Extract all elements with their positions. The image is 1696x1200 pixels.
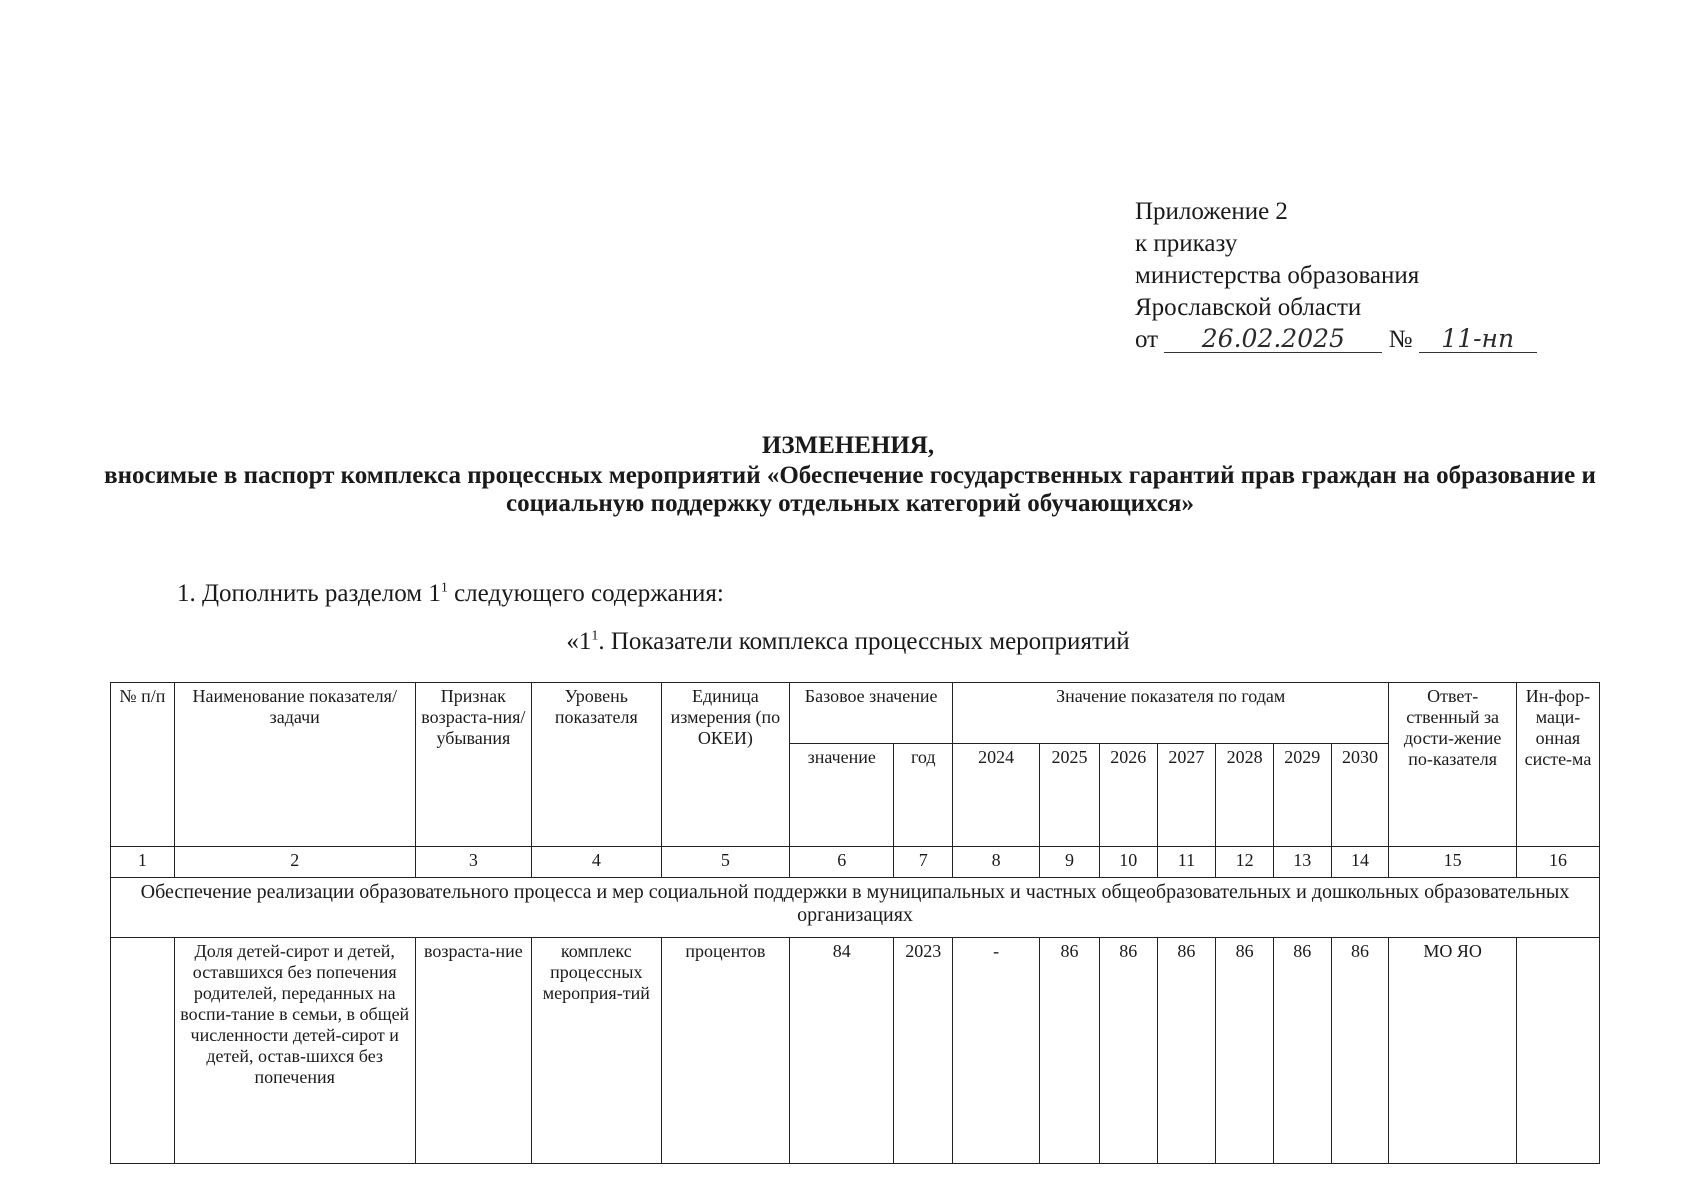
number-label: №	[1388, 326, 1413, 353]
header-row-1	[111, 683, 1600, 744]
column-number: 5	[661, 846, 790, 877]
cell-unit: процентов	[661, 938, 790, 1164]
appendix-block	[1135, 196, 1537, 356]
appendix-line-2: к приказу	[1135, 230, 1238, 257]
header-base: Базовое значение	[790, 683, 953, 744]
cell-responsible: МО ЯО	[1389, 938, 1517, 1164]
column-number: 6	[790, 846, 894, 877]
column-number: 13	[1273, 846, 1331, 877]
header-level: Уровень показателя	[532, 683, 662, 847]
document-subtitle: вносимые в паспорт комплекса процессных мероприятий «Обеспечение государственных гарантий прав граждан на образование и социальную поддержку отдельных категорий обучающихся»	[104, 462, 1596, 517]
caption-suffix: . Показатели комплекса процессных мероприятий	[598, 628, 1130, 655]
handwritten-number: 11-нп	[1419, 326, 1537, 353]
column-number: 9	[1040, 846, 1100, 877]
column-number: 14	[1331, 846, 1389, 877]
from-label: от	[1135, 326, 1159, 353]
column-number: 1	[111, 846, 175, 877]
section-title: Обеспечение реализации образовательного процесса и мер социальной поддержки в муниципальных и частных общеобразовательных и дошкольных образовательных организациях	[111, 877, 1600, 938]
amendment-paragraph	[177, 580, 724, 608]
table-caption	[0, 628, 1696, 656]
document-title: ИЗМЕНЕНИЯ,	[761, 432, 935, 459]
appendix-line-3: министерства образования	[1135, 262, 1420, 289]
cell-name: Доля детей-сирот и детей, оставшихся без попечения родителей, переданных на воспи-тание в семьи, в общей численности детей-сирот и детей, остав-шихся без попечения	[174, 938, 415, 1164]
indicators-table	[110, 682, 1600, 1164]
cell-info-system	[1516, 938, 1599, 1164]
cell-trend: возраста-ние	[415, 938, 531, 1164]
header-year: 2026	[1099, 743, 1157, 846]
header-year: 2030	[1331, 743, 1389, 846]
cell-year-value: 86	[1099, 938, 1157, 1164]
header-years-group: Значение показателя по годам	[953, 683, 1389, 744]
header-year: 2025	[1040, 743, 1100, 846]
cell-year-value: 86	[1157, 938, 1216, 1164]
header-base-year: год	[894, 743, 953, 846]
paragraph-suffix: следующего содержания:	[447, 580, 724, 607]
appendix-date-line	[1135, 324, 1537, 356]
header-num: № п/п	[111, 683, 175, 847]
header-year: 2024	[953, 743, 1040, 846]
appendix-line-4: Ярославской области	[1135, 294, 1362, 321]
cell-year-value: 86	[1040, 938, 1100, 1164]
handwritten-date: 26.02.2025	[1164, 326, 1382, 353]
paragraph-sup: 1	[440, 580, 448, 596]
header-unit: Единица измерения (по ОКЕИ)	[661, 683, 790, 847]
header-info-system: Ин-фор-маци-онная систе-ма	[1516, 683, 1599, 847]
column-number: 12	[1216, 846, 1274, 877]
cell-year-value: 86	[1331, 938, 1389, 1164]
caption-sup: 1	[591, 628, 599, 644]
column-number: 3	[415, 846, 531, 877]
table-row	[111, 938, 1600, 1164]
header-year: 2027	[1157, 743, 1216, 846]
column-number: 2	[174, 846, 415, 877]
cell-base-year: 2023	[894, 938, 953, 1164]
header-year: 2029	[1273, 743, 1331, 846]
header-base-value: значение	[790, 743, 894, 846]
section-row	[111, 877, 1600, 938]
caption-prefix: «1	[566, 628, 592, 655]
column-number: 10	[1099, 846, 1157, 877]
header-year: 2028	[1216, 743, 1274, 846]
header-name: Наименование показателя/задачи	[174, 683, 415, 847]
cell-year-value: 86	[1273, 938, 1331, 1164]
cell-year-value: -	[953, 938, 1040, 1164]
column-number: 16	[1516, 846, 1599, 877]
column-number: 7	[894, 846, 953, 877]
paragraph-prefix: 1. Дополнить разделом 1	[177, 580, 441, 607]
header-responsible: Ответ-ственный за дости-жение по-казателя	[1389, 683, 1517, 847]
cell-num	[111, 938, 175, 1164]
header-trend: Признак возраста-ния/ убывания	[415, 683, 531, 847]
cell-level: комплекс процессных мероприя-тий	[532, 938, 662, 1164]
column-number: 15	[1389, 846, 1517, 877]
cell-year-value: 86	[1216, 938, 1274, 1164]
column-number: 4	[532, 846, 662, 877]
column-number: 11	[1157, 846, 1216, 877]
cell-base-value: 84	[790, 938, 894, 1164]
column-number: 8	[953, 846, 1040, 877]
column-number-row	[111, 846, 1600, 877]
appendix-line-1: Приложение 2	[1135, 198, 1288, 225]
